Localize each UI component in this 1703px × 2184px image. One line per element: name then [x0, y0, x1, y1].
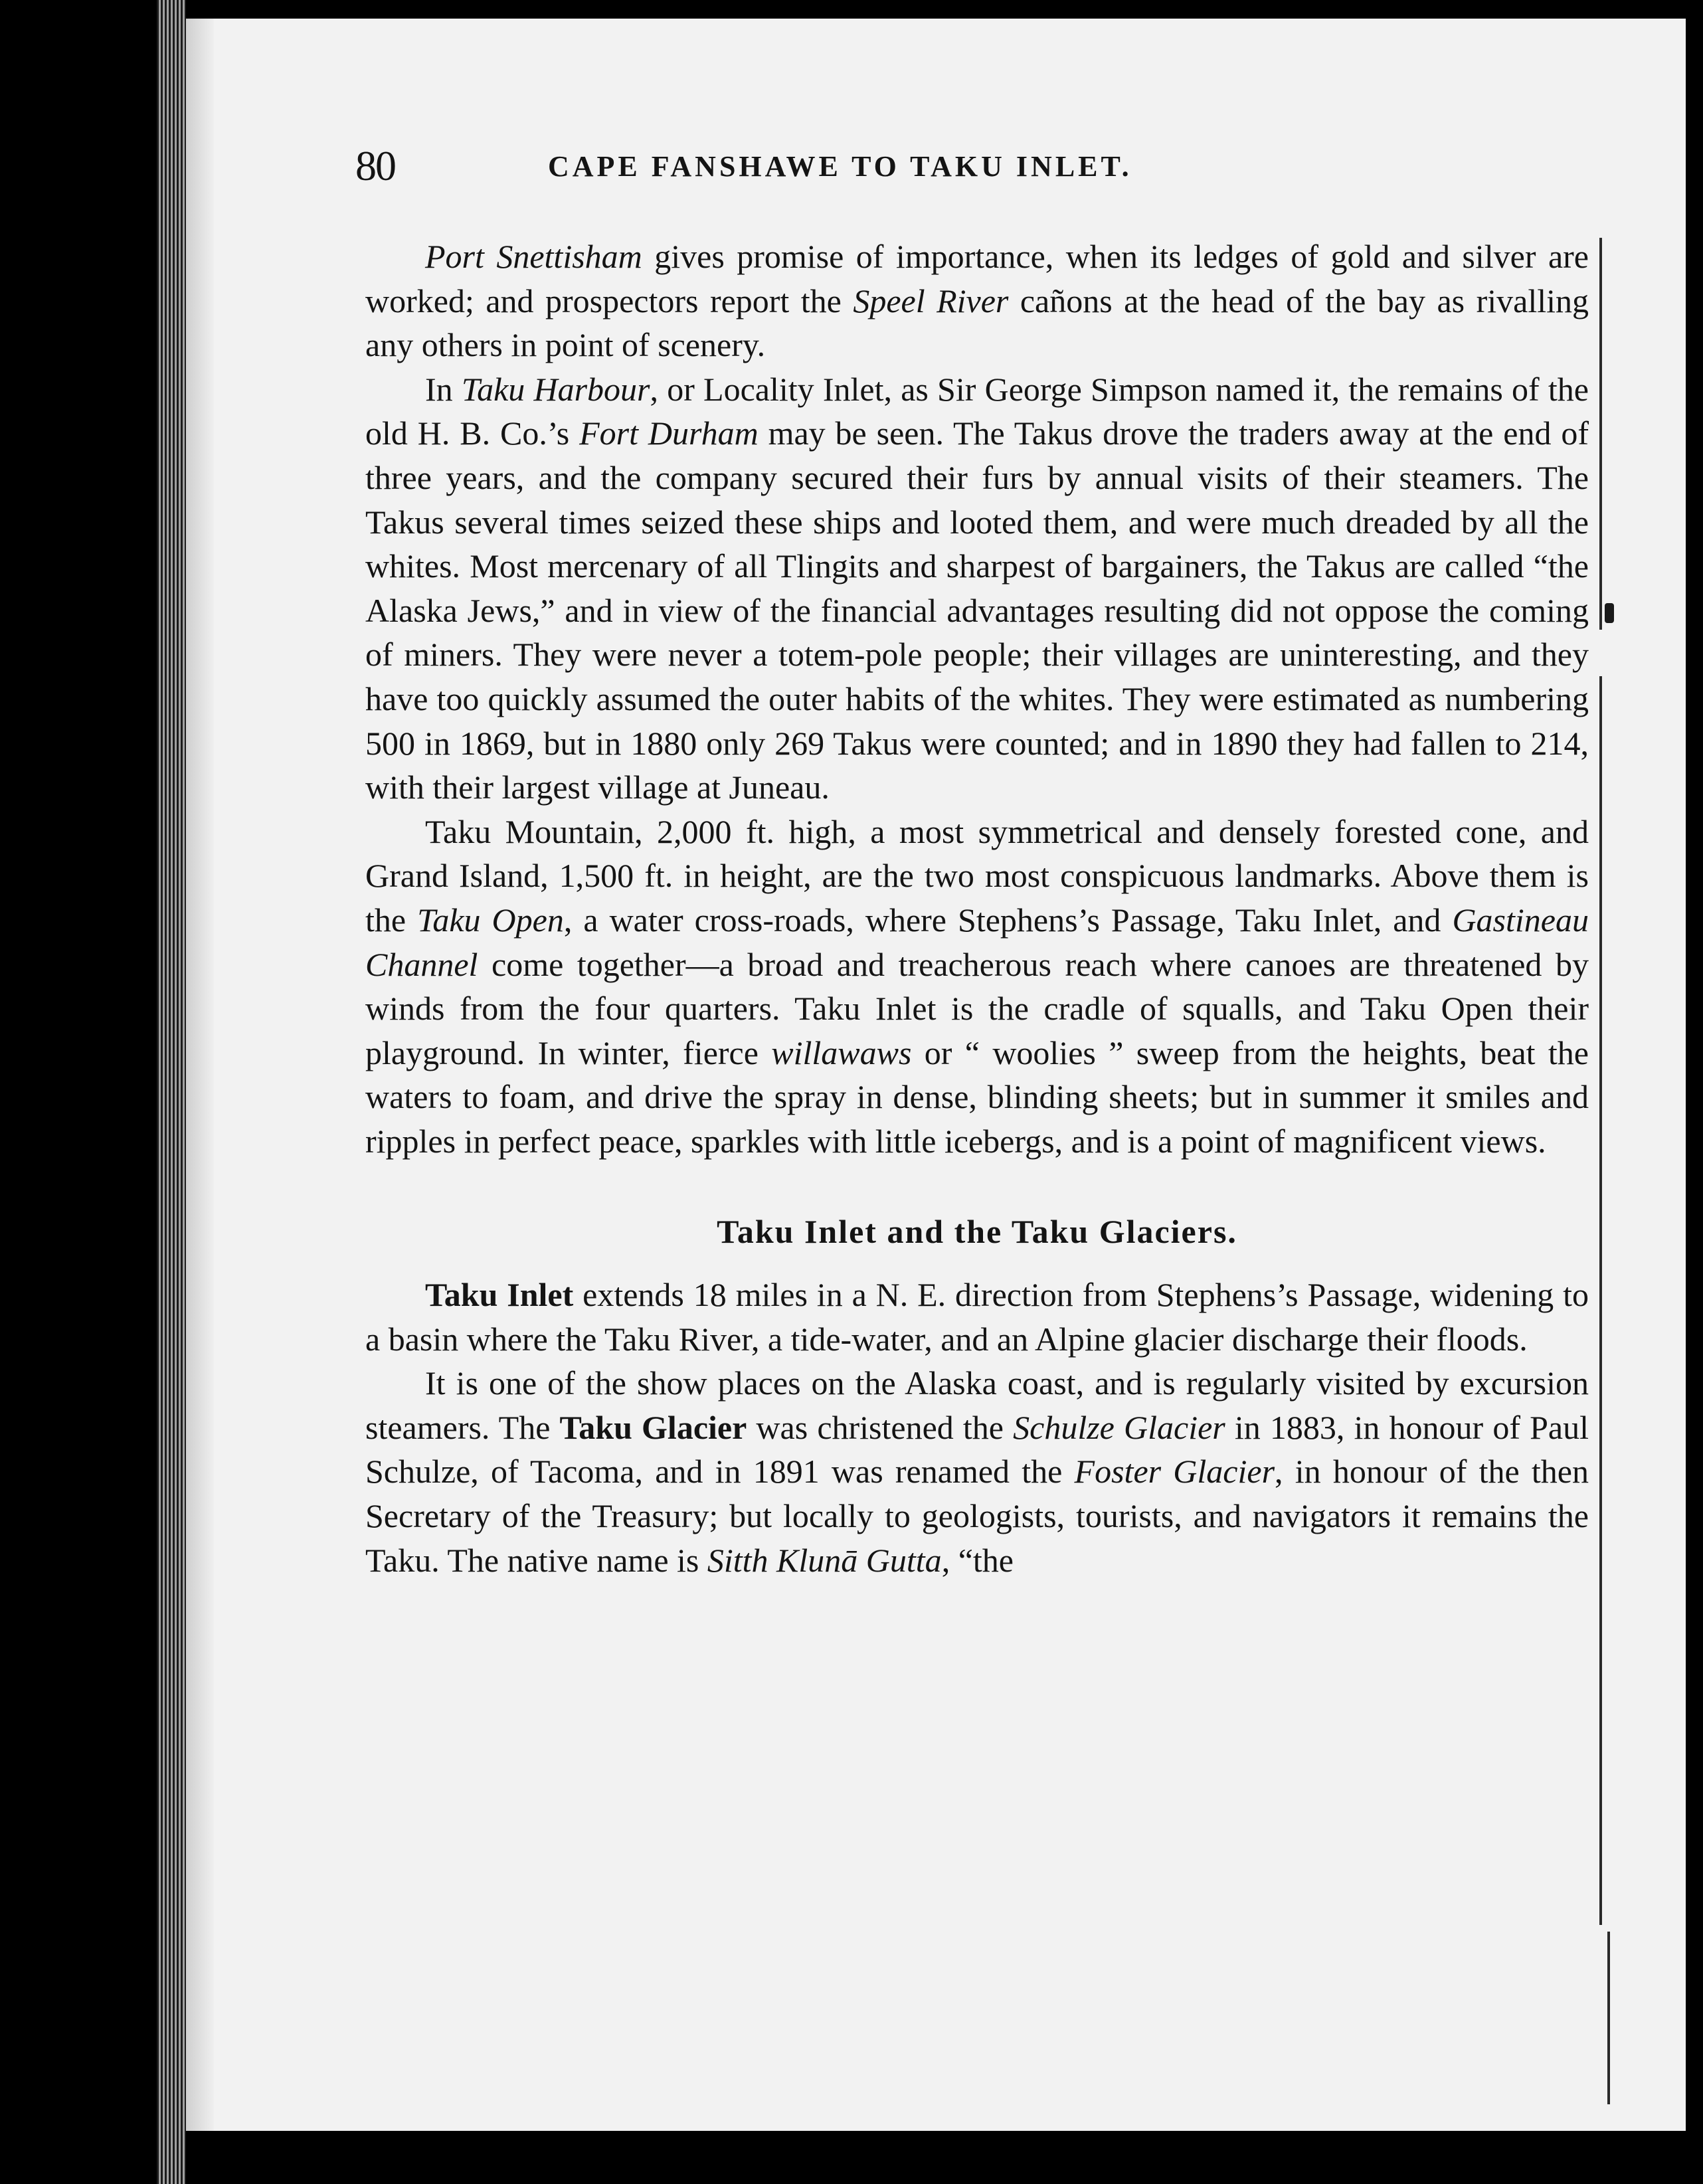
- page-sheet: [186, 19, 1686, 2131]
- lead-term: Taku Glacier: [559, 1408, 747, 1446]
- place-name: Speel River: [853, 282, 1009, 319]
- place-name: Taku Open: [417, 901, 564, 939]
- text-run: , a water cross-roads, where Stephens’s Passage, Taku Inlet, and: [563, 901, 1453, 939]
- paragraph: [365, 1361, 1589, 1582]
- place-name: Port Snettisham: [425, 238, 642, 275]
- text-run: in 1883, in honour of Paul Schulze, of Tacoma, and in 1891 was renamed the: [365, 1408, 1589, 1491]
- text-run: gives promise of importance, when its ledges of gold and silver are worked; and prospectors report the: [365, 238, 1589, 319]
- text-run: cañons at the head of the bay as rivalling any others in point of scenery.: [365, 282, 1589, 364]
- page-header: [355, 141, 1418, 201]
- native-name: Sitth Klunā Gutta: [707, 1541, 942, 1579]
- text-run: , “the: [941, 1541, 1014, 1579]
- text-run: It is one of the show places on the Alaska coast, and is regularly visited by excursion steamers. The: [365, 1364, 1589, 1446]
- text-run: was christened the: [747, 1408, 1014, 1446]
- section-heading: Taku Inlet and the Taku Glaciers.: [717, 1213, 1237, 1251]
- lead-term: Taku Inlet: [425, 1276, 574, 1314]
- place-name: Gastineau Channel: [365, 901, 1589, 983]
- scan-margin-line: [1599, 676, 1602, 1925]
- text-run: In: [425, 370, 462, 408]
- text-run: may be seen. The Takus drove the traders away at the end of three years, and the company secured their furs by annual visits of their steamers. The Takus several times seized these ships and looted them, and were much dreaded by all the whites. Most mercenary of all Tlingits and sharpest of bargainers, the Takus are called “the Alaska Jews,” and in view of the financial advantages resulting did not oppose the coming of miners. They were never a totem-pole people; their villages are uninteresting, and they have too quickly assumed the outer habits of the whites. They were estimated as numbering 500 in 1869, but in 1880 only 269 Takus were counted; and in 1890 they had fallen to 214, with their largest village at Juneau.: [365, 414, 1589, 806]
- gutter-shadow: [186, 19, 214, 2131]
- paragraph: [365, 234, 1589, 367]
- term: willawaws: [771, 1034, 912, 1071]
- book-edge: [157, 0, 186, 2184]
- paragraph: [365, 367, 1589, 810]
- text-run: , or Locality Inlet, as Sir George Simpson named it, the remains of the old H. B. Co.’s: [365, 370, 1589, 452]
- place-name: Fort Durham: [579, 414, 759, 452]
- text-run: extends 18 miles in a N. E. direction from Stephens’s Passage, widening to a basin where the Taku River, a tide-water, and an Alpine glacier discharge their floods.: [365, 1276, 1589, 1358]
- text-run: Taku Mountain, 2,000 ft. high, a most symmetrical and densely forested cone, and Grand Island, 1,500 ft. in height, are the two most conspicuous landmarks. Above them is the: [365, 812, 1589, 939]
- place-name: Schulze Glacier: [1013, 1408, 1225, 1446]
- text-run: or “ woolies ” sweep from the heights, beat the waters to foam, and drive the spray in dense, blinding sheets; but in summer it smiles and ripples in perfect peace, sparkles with little icebergs, and is a point of magnificent views.: [365, 1034, 1589, 1160]
- scan-mark: [1605, 603, 1614, 623]
- paragraph: [365, 1273, 1589, 1361]
- paragraph: [365, 810, 1589, 1164]
- running-head: CAPE FANSHAWE TO TAKU INLET.: [548, 150, 1132, 183]
- scan-margin-line: [1599, 238, 1602, 630]
- scan-margin-line: [1607, 1932, 1610, 2104]
- text-run: , in honour of the then Secretary of the Treasury; but locally to geologists, tourists, and navigators it remains the Taku. The native name is: [365, 1453, 1589, 1579]
- page-number: 80: [355, 142, 395, 189]
- place-name: Foster Glacier: [1074, 1453, 1275, 1491]
- page-body: [365, 234, 1589, 1582]
- text-run: come together—a broad and treacherous reach where canoes are threatened by winds from the four quarters. Taku Inlet is the cradle of squalls, and Taku Open their playground. In winter, fierce: [365, 945, 1589, 1071]
- place-name: Taku Harbour: [461, 370, 650, 408]
